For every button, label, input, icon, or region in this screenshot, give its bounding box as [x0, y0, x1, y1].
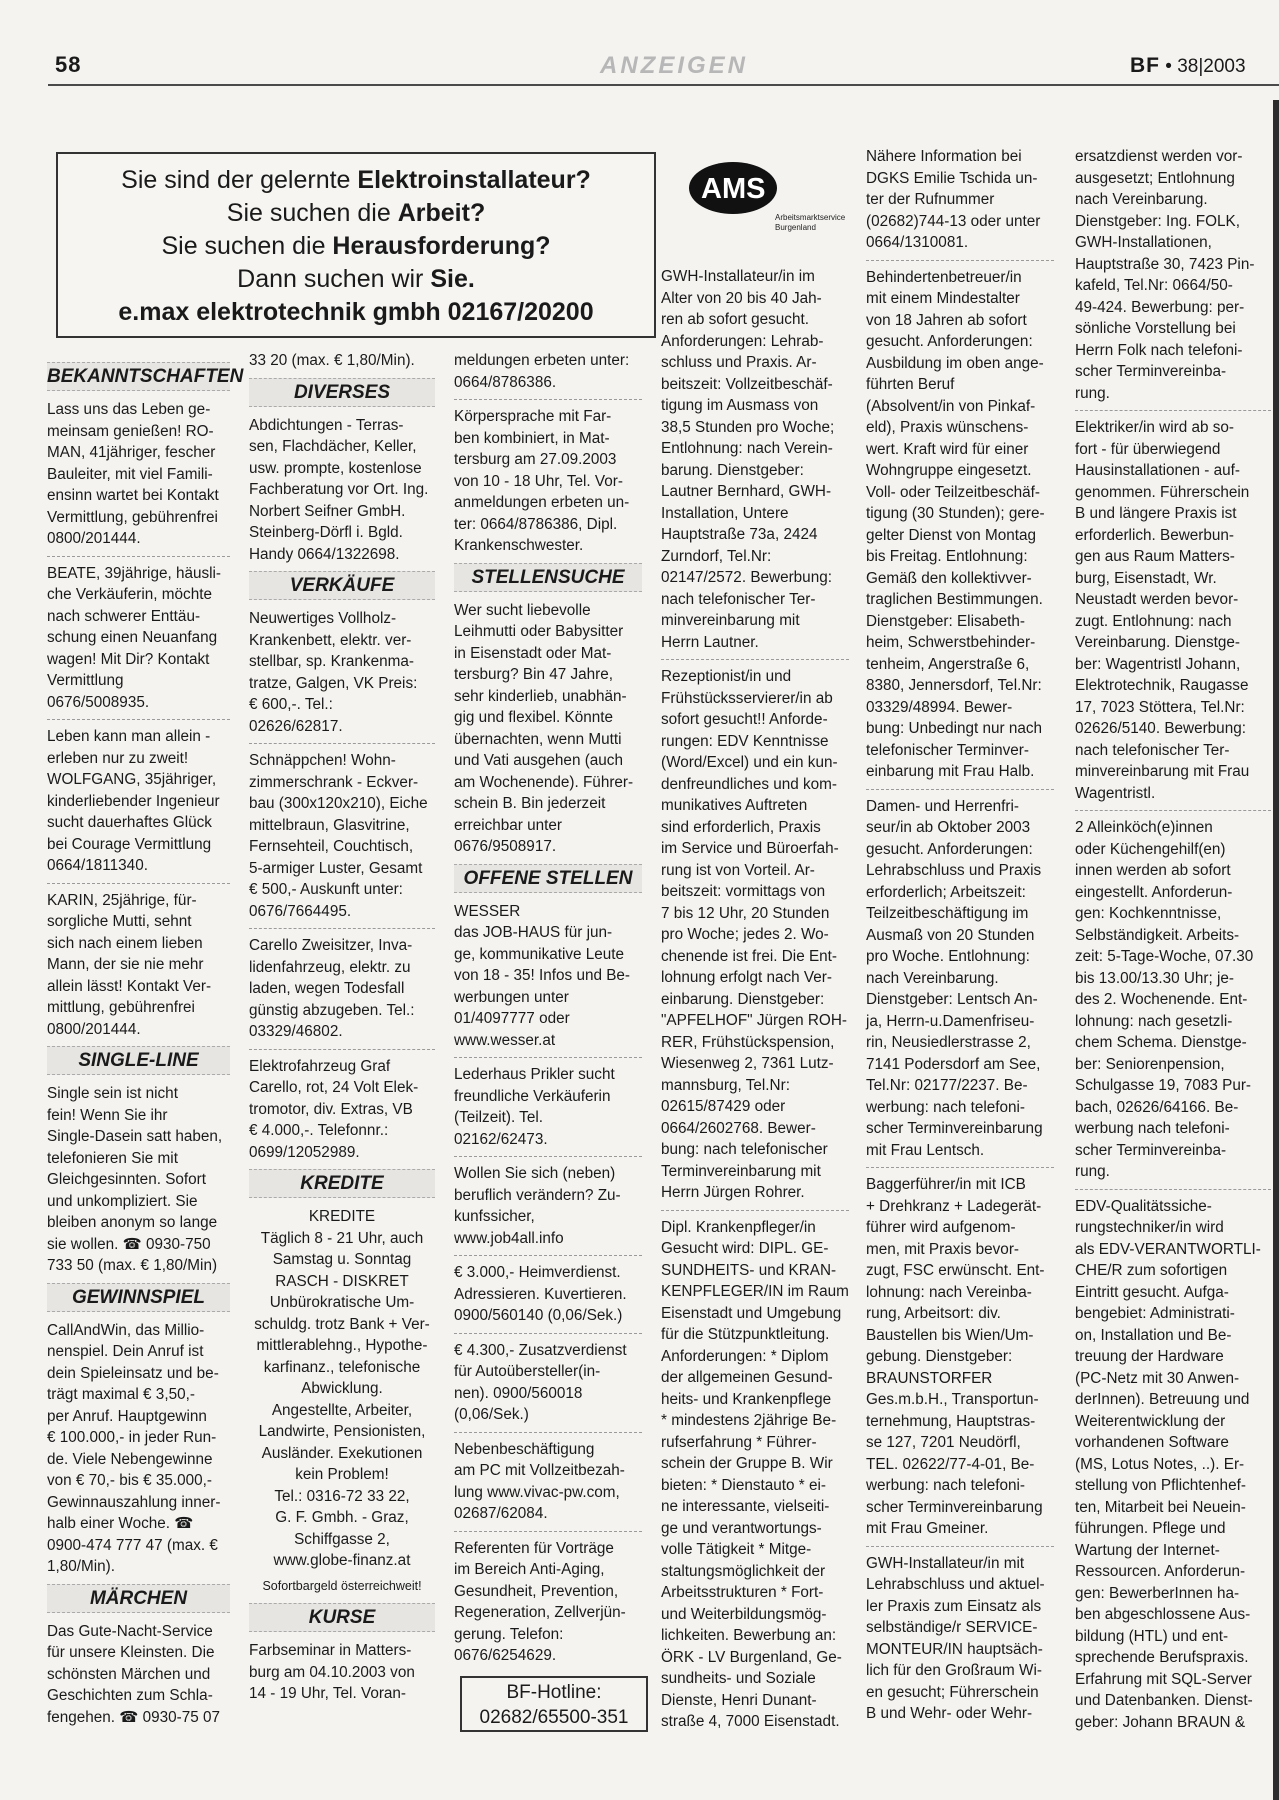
ad-separator — [454, 1333, 642, 1334]
hotline-number: 02682/65500-351 — [479, 1707, 629, 1728]
ad-separator — [661, 1210, 849, 1211]
classified-ad: Das Gute-Nacht-Service für unsere Kleinsten. Die schönsten Märchen und Geschichten zum Schla- fengehen. ☎ 0930-75 07 — [47, 1622, 221, 1726]
category-heading: STELLENSUCHE — [454, 563, 642, 592]
classified-ad: Elektrofahrzeug Graf Carello, rot, 24 Volt Elek- tromotor, div. Extras, VB € 4.000,-. Telefonnr.: 0699/12052989. — [249, 1057, 419, 1161]
ad-footnote: Sofortbargeld österreichweit! — [262, 1578, 422, 1593]
ad-separator — [1075, 810, 1271, 811]
bf-hotline-box — [460, 1676, 648, 1732]
publication-info — [1130, 54, 1246, 78]
classified-ad: Nebenbeschäftigung am PC mit Vollzeitbezah- lung www.vivac-pw.com, 02687/62084. — [454, 1440, 625, 1522]
ad-separator — [454, 399, 642, 400]
ad-separator — [454, 1255, 642, 1256]
category-heading: BEKANNTSCHAFTEN — [47, 362, 230, 391]
issue-number: • 38|2003 — [1165, 56, 1246, 77]
box-ad-line — [58, 296, 654, 329]
box-ad-text: Sie suchen die — [226, 199, 398, 227]
classified-ad: Wer sucht liebevolle Leihmutti oder Babysitter in Eisenstadt oder Mat- tersburg? Bin 47 Jahre, sehr kinderlieb, unabhän- gig und flexibel. Könnte übernachten, wenn Mutti und Vati ausgehen (auch am Wochenende). Führer- schein B. Bin jederzeit erreichbar unter 0676/9508917. — [454, 601, 634, 855]
ad-separator — [661, 659, 849, 660]
column-1 — [47, 356, 244, 1732]
box-ad-line — [58, 263, 654, 296]
box-ad-emphasis: e.max elektrotechnik gmbh 02167/20200 — [118, 298, 594, 326]
ad-separator — [47, 719, 230, 720]
page-edge-bar — [1273, 100, 1279, 1800]
classified-ad: 33 20 (max. € 1,80/Min). — [249, 352, 415, 369]
ad-separator — [866, 1167, 1054, 1168]
classified-ad: Baggerführer/in mit ICB + Drehkranz + Ladegerät- führer wird aufgenom- men, mit Praxis bevor- zugt, FSC erwünscht. Ent- lohnung: nach Vereinba- rung, Arbeitsort: div. Baustellen bis Wien/Um- gebung. Dienstgeber: BRAUNSTORFER Ges.m.b.H., Transportun- ternehmung, Hauptstras- se 127, 7201 Neudörfl, TEL. 02622/77-4-01, Be- werbung: nach telefoni- scher Terminvereinbarung mit Frau Gmeiner. — [866, 1176, 1045, 1537]
classified-ad: Schnäppchen! Wohn- zimmerschrank - Eckver- bau (300x120x210), Eiche mittelbraun, Glasvitrine, Fernsehteil, Couchtisch, 5-armiger Luster, Gesamt € 500,- Auskunft unter: 0676/7664495. — [249, 752, 428, 920]
ad-separator — [866, 1546, 1054, 1547]
category-heading: DIVERSES — [249, 378, 435, 407]
column-5 — [866, 146, 1054, 1729]
box-ad-text: Sie sind der gelernte — [121, 166, 358, 194]
ad-separator — [454, 1057, 642, 1058]
classified-ad: BEATE, 39jährige, häusli- che Verkäuferin, möchte nach schwerer Enttäu- schung einen Neuanfang wagen! Mit Dir? Kontakt Vermittlung 0676/5008935. — [47, 564, 222, 711]
hotline-label: BF-Hotline: — [506, 1682, 602, 1703]
ad-separator — [249, 743, 435, 744]
classified-ad: Abdichtungen - Terras- sen, Flachdächer, Keller, usw. prompte, kostenlose Fachberatung vor Ort. Ing. Norbert Seifner GmbH. Steinberg-Dörfl i. Bgld. Handy 0664/1322698. — [249, 416, 429, 563]
classified-ad: GWH-Installateur/in mit Lehrabschluss und aktuel- ler Praxis zum Einsatz als selbständige/r SERVICE- MONTEUR/IN hauptsäch- lich für den Großraum Wi- en gesucht; Führerschein B und Wehr- oder Wehr- — [866, 1554, 1045, 1722]
classified-ad: Referenten für Vorträge im Bereich Anti-Aging, Gesundheit, Prevention, Regeneration, Zellverjün- gerung. Telefon: 0676/6254629. — [454, 1539, 626, 1664]
classified-ad: Rezeptionist/in und Frühstücksservierer/in ab sofort gesucht!! Anforde- rungen: EDV Kenntnisse (Word/Excel) und ein kun- denfreundliches und kom- munikatives Auftreten sind erforderlich, Praxis im Service und Büroerfah- rung ist von Vorteil. Ar- beitszeit: vormittags von 7 bis 12 Uhr, 20 Stunden pro Woche; jedes 2. Wo- chenende ist frei. Die Ent- lohnung erfolgt nach Ver- einbarung. Dienstgeber: "APFELHOF" Jürgen ROH- RER, Frühstückspension, Wiesenweg 2, 7361 Lutz- mannsburg, Tel.Nr: 02615/87429 oder 0664/2602768. Bewer- bung: nach telefonischer Terminvereinbarung mit Herrn Jürgen Rohrer. — [661, 668, 847, 1201]
classified-ad: KARIN, 25jährige, für- sorgliche Mutti, sehnt sich nach einem lieben Mann, der sie nie mehr allein lässt! Kontakt Ver- mittlung, gebührenfrei 0800/201444. — [47, 891, 212, 1038]
classified-ad: EDV-Qualitätssiche- rungstechniker/in wird als EDV-VERANTWORTLI- CHE/R zum sofortigen Eintritt gesucht. Aufga- bengebiet: Administrati- on, Installation und Be- treuung der Hardware (PC-Netz mit 30 Anwen- derInnen). Betreuung und Weiterentwicklung der vorhandenen Software (MS, Lotus Notes, ..). Er- stellung von Pflichtenhef- ten, Mitarbeit bei Neuein- führungen. Pflege und Wartung der Internet- Ressourcen. Anforderun- gen: BewerberInnen ha- ben abgeschlossene Aus- bildung (HTL) und ent- sprechende Berufspraxis. Erfahrung mit SQL-Server und Datenbanken. Dienst- geber: Johann BRAUN & — [1075, 1197, 1261, 1731]
category-heading: OFFENE STELLEN — [454, 864, 642, 893]
classified-ad: Wollen Sie sich (neben) beruflich verändern? Zu- kunfssicher, www.job4all.info — [454, 1165, 621, 1247]
classified-ad: Körpersprache mit Far- ben kombiniert, in Mat- tersburg am 27.09.2003 von 10 - 18 Uhr, Tel. Vor- anmeldungen erbeten un- ter: 0664/8786386, Dipl. Krankenschwester. — [454, 408, 630, 554]
box-ad-line — [58, 230, 654, 263]
column-4 — [661, 266, 849, 1737]
classified-ad: GWH-Installateur/in im Alter von 20 bis 40 Jah- ren ab sofort gesucht. Anforderungen: Lehrab- schluss und Praxis. Ar- beitszeit: Vollzeitbeschäf- tigung im Ausmass von 38,5 Stunden pro Woche; Entlohnung: nach Verein- barung. Dienstgeber: Lautner Bernhard, GWH- Installation, Untere Hauptstraße 73a, 2424 Zurndorf, Tel.Nr: 02147/2572. Bewerbung: nach telefonischer Ter- minvereinbarung mit Herrn Lautner. — [661, 268, 835, 651]
classified-ad: Lass uns das Leben ge- meinsam genießen! RO- MAN, 41jähriger, fescher Bauleiter, mit viel Famili- ensinn wartet bei Kontakt Vermittlung, gebührenfrei 0800/201444. — [47, 401, 219, 547]
classified-ad: KREDITE Täglich 8 - 21 Uhr, auch Samstag u. Sonntag RASCH - DISKRET Unbürokratische Um- schuldg. trotz Bank + Ver- mittlerablehng., Hypothe- karfinanz., telefonische Abwicklung. Angestellte, Arbeiter, Landwirte, Pensionisten, Ausländer. Exekutionen kein Problem! Tel.: 0316-72 33 22, G. F. Gmbh. - Graz, Schiffgasse 2, www.globe-finanz.at — [254, 1208, 430, 1569]
category-heading: KREDITE — [249, 1169, 435, 1198]
ams-logo-sub: Arbeitsmarktservice Burgenland — [775, 213, 846, 232]
box-ad-emphasis: Sie. — [430, 265, 475, 293]
classified-ad: WESSER das JOB-HAUS für jun- ge, kommunikative Leute von 18 - 35! Infos und Be- werbungen unter 01/4097777 oder www.wesser.at — [454, 902, 631, 1049]
ad-separator — [866, 789, 1054, 790]
classified-ad: Carello Zweisitzer, Inva- lidenfahrzeug, elektr. zu laden, wegen Todesfall günstig abzugeben. Tel.: 03329/46802. — [249, 937, 415, 1040]
column-3 — [454, 350, 642, 1671]
page-number: 58 — [55, 52, 82, 77]
ad-separator — [866, 260, 1054, 261]
classified-ad: Lederhaus Prikler sucht freundliche Verkäuferin (Teilzeit). Tel. 02162/62473. — [454, 1066, 615, 1148]
classified-ad: Damen- und Herrenfri- seur/in ab Oktober 2003 gesucht. Anforderungen: Lehrabschluss und Praxis erforderlich; Arbeitszeit: Teilzeitbeschäftigung im Ausmaß von 20 Stunden pro Woche. Entlohnung: nach Vereinbarung. Dienstgeber: Lentsch An- ja, Herrn-u.Damenfriseu- rin, Neusiedlerstrasse 2, 7141 Podersdorf am See, Tel.Nr: 02177/2237. Be- werbung: nach telefoni- scher Terminvereinbarung mit Frau Lentsch. — [866, 797, 1043, 1159]
ad-separator — [47, 883, 230, 884]
ad-separator — [1075, 410, 1271, 411]
box-ad-emphasis: Arbeit? — [397, 199, 486, 227]
classified-ad: Elektriker/in wird ab so- fort - für überwiegend Hausinstallationen - auf- genommen. Führerschein B und längere Praxis ist erforderlich. Bewerbun- gen aus Raum Matters- burg, Eisenstadt, Wr. Neustadt werden bevor- zugt. Entlohnung: nach Vereinbarung. Dienstge- ber: Wagentristl Johann, Elektrotechnik, Raugasse 17, 7023 Stöttera, Tel.Nr: 02626/5140. Bewerbung: nach telefonischer Ter- minvereinbarung mit Frau Wagentristl. — [1075, 419, 1250, 802]
publication-name: BF — [1130, 54, 1160, 77]
category-heading: VERKÄUFE — [249, 571, 435, 600]
ad-separator — [454, 1531, 642, 1532]
ad-separator — [249, 928, 435, 929]
category-heading: KURSE — [249, 1603, 435, 1632]
classified-ad: Neuwertiges Vollholz- Krankenbett, elektr. ver- stellbar, sp. Krankenma- tratze, Galgen, VK Preis: € 600,-. Tel.: 02626/62817. — [249, 610, 418, 735]
classified-ad: Farbseminar in Matters- burg am 04.10.2003 von 14 - 19 Uhr, Tel. Voran- — [249, 1642, 415, 1702]
ad-separator — [47, 556, 230, 557]
ad-separator — [454, 1432, 642, 1433]
classified-ad: 2 Alleinköch(e)innen oder Küchengehilf(en) innen werden ab sofort eingestellt. Anforderun- gen: Kochkenntnisse, Selbständigkeit. Arbeits- zeit: 5-Tage-Woche, 07.30 bis 13.00/13.30 Uhr; je- des 2. Wochenende. Ent- lohnung: nach gesetzli- chem Schema. Dienstge- ber: Seniorenpension, Schulgasse 19, 7083 Pur- bach, 02626/64166. Be- werbung nach telefoni- scher Terminvereinba- rung. — [1075, 819, 1254, 1180]
category-heading: MÄRCHEN — [47, 1584, 230, 1613]
box-ad-emphasis: Elektroinstallateur? — [357, 166, 591, 194]
header-rule — [48, 84, 1279, 86]
box-ad-line — [58, 197, 654, 230]
classified-ad: Dipl. Krankenpfleger/in Gesucht wird: DIPL. GE- SUNDHEITS- und KRAN- KENPFLEGER/IN im Raum Eisenstadt und Umgebung für die Stützpunktleitung. Anforderungen: * Diplom der allgemeinen Gesund- heits- und Krankenpflege * mindestens 2jährige Be- rufserfahrung * Führer- schein der Gruppe B. Wir bieten: * Dienstauto * ei- ne interessante, vielseiti- ge und verantwortungs- volle Tätigkeit * Mitge- staltungsmöglichkeit der Arbeitsstrukturen * Fort- und Weiterbildungsmög- lichkeiten. Bewerbung an: ÖRK - LV Burgenland, Ge- sundheits- und Soziale Dienste, Henri Dunant- straße 4, 7000 Eisenstadt. — [661, 1218, 849, 1730]
classified-ad: € 3.000,- Heimverdienst. Adressieren. Kuvertieren. 0900/560140 (0,06/Sek.) — [454, 1264, 627, 1324]
box-ad-text: Dann suchen wir — [237, 265, 431, 293]
category-heading: GEWINNSPIEL — [47, 1283, 230, 1312]
ams-logo-text-left: AMS — [701, 173, 766, 205]
classified-ad: meldungen erbeten unter: 0664/8786386. — [454, 352, 630, 391]
classified-ad: € 4.300,- Zusatzverdienst für Autoübersteller(in- nen). 0900/560018 (0,06/Sek.) — [454, 1341, 627, 1423]
box-ad-text: Sie suchen die — [161, 232, 333, 260]
classified-ad: Behindertenbetreuer/in mit einem Mindestalter von 18 Jahren ab sofort gesucht. Anforderungen: Ausbildung im oben ange- führten Beruf (Absolvent/in von Pinkaf- eld), Praxis wünschens- wert. Kraft wird für einer Wohngruppe eingesetzt. Voll- oder Teilzeitbeschäf- tigung (30 Stunden); gere- gelter Dienst von Montag bis Freitag. Entlohnung: Gemäß den kollektivver- traglichen Bestimmungen. Dienstgeber: Elisabeth- heim, Schwerstbehinder- tenheim, Angerstraße 6, 8380, Jennersdorf, Tel.Nr: 03329/48994. Bewer- bung: Unbedingt nur nach telefonischer Terminver- einbarung mit Frau Halb. — [866, 268, 1045, 780]
box-ad-emphasis: Herausforderung? — [332, 232, 551, 260]
ad-separator — [1075, 1189, 1271, 1190]
category-heading: SINGLE-LINE — [47, 1046, 230, 1075]
classified-ad: Single sein ist nicht fein! Wenn Sie ihr Single-Dasein satt haben, telefonieren Sie mit Gleichgesinnten. Sofort und unkompliziert. Sie bleiben anonym so lange sie wollen. ☎ 0930-750 733 50 (max. € 1,80/Min) — [47, 1085, 223, 1274]
boxed-advertisement — [56, 152, 656, 338]
column-2 — [249, 350, 435, 1709]
box-ad-line — [58, 164, 654, 197]
ad-separator — [249, 1049, 435, 1050]
classified-ad: Leben kann man allein - erleben nur zu zweit! WOLFGANG, 35jähriger, kinderliebender Ingenieur sucht dauerhaftes Glück bei Courage Vermittlung 0664/1811340. — [47, 728, 220, 874]
ams-logo — [685, 158, 857, 240]
classified-ad: Nähere Information bei DGKS Emilie Tschida un- ter der Rufnummer (02682)744-13 oder unter 0664/1310081. — [866, 148, 1041, 251]
classified-ad: CallAndWin, das Millio- nenspiel. Dein Anruf ist dein Spieleinsatz und be- trägt maximal € 3,50,- per Anruf. Hauptgewinn € 100.000,- in jeder Run- de. Viele Nebengewinne von € 70,- bis € 35.000,- Gewinnauszahlung inner- halb einer Woche. ☎ 0900-474 777 47 (max. € 1,80/Min). — [47, 1321, 221, 1575]
section-title: ANZEIGEN — [600, 52, 749, 79]
classified-ad: ersatzdienst werden vor- ausgesetzt; Entlohnung nach Vereinbarung. Dienstgeber: Ing. FOLK, GWH-Installationen, Hauptstraße 30, 7423 Pin- kafeld, Tel.Nr: 0664/50- 49-424. Bewerbung: per- sönliche Vorstellung bei Herrn Folk nach telefoni- scher Terminvereinba- rung. — [1075, 148, 1255, 402]
column-6 — [1075, 146, 1271, 1737]
ad-separator — [454, 1156, 642, 1157]
